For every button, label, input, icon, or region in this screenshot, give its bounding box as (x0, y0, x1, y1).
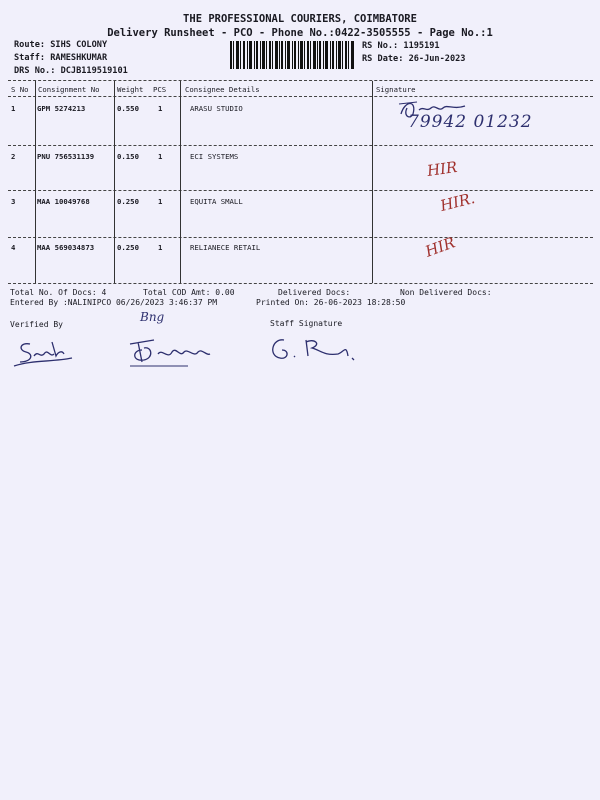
row-sno: 3 (11, 197, 16, 206)
runsheet-subtitle: Delivery Runsheet - PCO - Phone No.:0422-3505555 - Page No.:1 (107, 27, 493, 39)
delivered-docs: Delivered Docs: (278, 288, 351, 297)
row-weight: 0.150 (117, 152, 139, 161)
staff-label: Staff: RAMESHKUMAR (14, 53, 108, 63)
rs-date: RS Date: 26-Jun-2023 (362, 54, 466, 64)
barcode (230, 41, 355, 69)
verifier-note: Bng (140, 310, 165, 324)
row-consignment: GPM 5274213 (37, 104, 86, 113)
non-delivered-docs: Non Delivered Docs: (400, 288, 492, 297)
row-pcs: 1 (158, 197, 163, 206)
total-docs: Total No. Of Docs: 4 (10, 288, 107, 297)
entered-by: Entered By :NALINIPCO 06/26/2023 3:46:37 PM (10, 298, 218, 307)
column-divider (35, 81, 36, 283)
column-divider (372, 81, 373, 283)
route-label: Route: SIHS COLONY (14, 40, 108, 50)
verified-by-label: Verified By (10, 320, 63, 329)
row-consignee: ECI SYSTEMS (190, 152, 239, 161)
drs-number: DRS No.: DCJB119519101 (14, 66, 128, 76)
row-sno: 2 (11, 152, 16, 161)
row-divider (8, 237, 593, 238)
handwritten-phone: 79942 01232 (408, 112, 533, 132)
column-divider (180, 81, 181, 283)
row-pcs: 1 (158, 243, 163, 252)
row-sno: 4 (11, 243, 16, 252)
row-consignee: RELIANECE RETAIL (190, 243, 261, 252)
col-header-pcs: PCS (153, 85, 167, 94)
staff-signature (266, 332, 366, 366)
verifier-signature (12, 336, 92, 370)
table-bottom-rule (8, 283, 593, 284)
row-pcs: 1 (158, 104, 163, 113)
staff-signature-label: Staff Signature (270, 319, 343, 328)
handwritten-hir-row4: HIR (422, 233, 458, 261)
total-cod: Total COD Amt: 0.00 (143, 288, 235, 297)
row-divider (8, 190, 593, 191)
col-header-signature: Signature (376, 85, 416, 94)
row-consignee: ARASU STUDIO (190, 104, 243, 113)
rs-number: RS No.: 1195191 (362, 41, 440, 51)
printed-on: Printed On: 26-06-2023 18:28:50 (256, 298, 406, 307)
table-top-rule (8, 80, 593, 81)
row-pcs: 1 (158, 152, 163, 161)
row-consignee: EQUITA SMALL (190, 197, 243, 206)
col-header-consignee: Consignee Details (185, 85, 260, 94)
row-consignment: PNU 756531139 (37, 152, 95, 161)
row-weight: 0.250 (117, 197, 139, 206)
row-weight: 0.250 (117, 243, 139, 252)
handwritten-hir-row2: HIR (425, 157, 459, 181)
table-header-rule (8, 96, 593, 97)
company-title: THE PROFESSIONAL COURIERS, COIMBATORE (183, 13, 417, 25)
row-consignment: MAA 10049768 (37, 197, 90, 206)
col-header-consignment: Consignment No (38, 85, 100, 94)
col-header-weight: Weight (117, 85, 144, 94)
verifier-signature-2 (128, 336, 218, 370)
row-divider (8, 145, 593, 146)
row-weight: 0.550 (117, 104, 139, 113)
handwritten-hir-row3: HIR. (438, 189, 477, 215)
row-sno: 1 (11, 104, 16, 113)
col-header-sno: S No (11, 85, 29, 94)
row-consignment: MAA 569034873 (37, 243, 95, 252)
column-divider (114, 81, 115, 283)
